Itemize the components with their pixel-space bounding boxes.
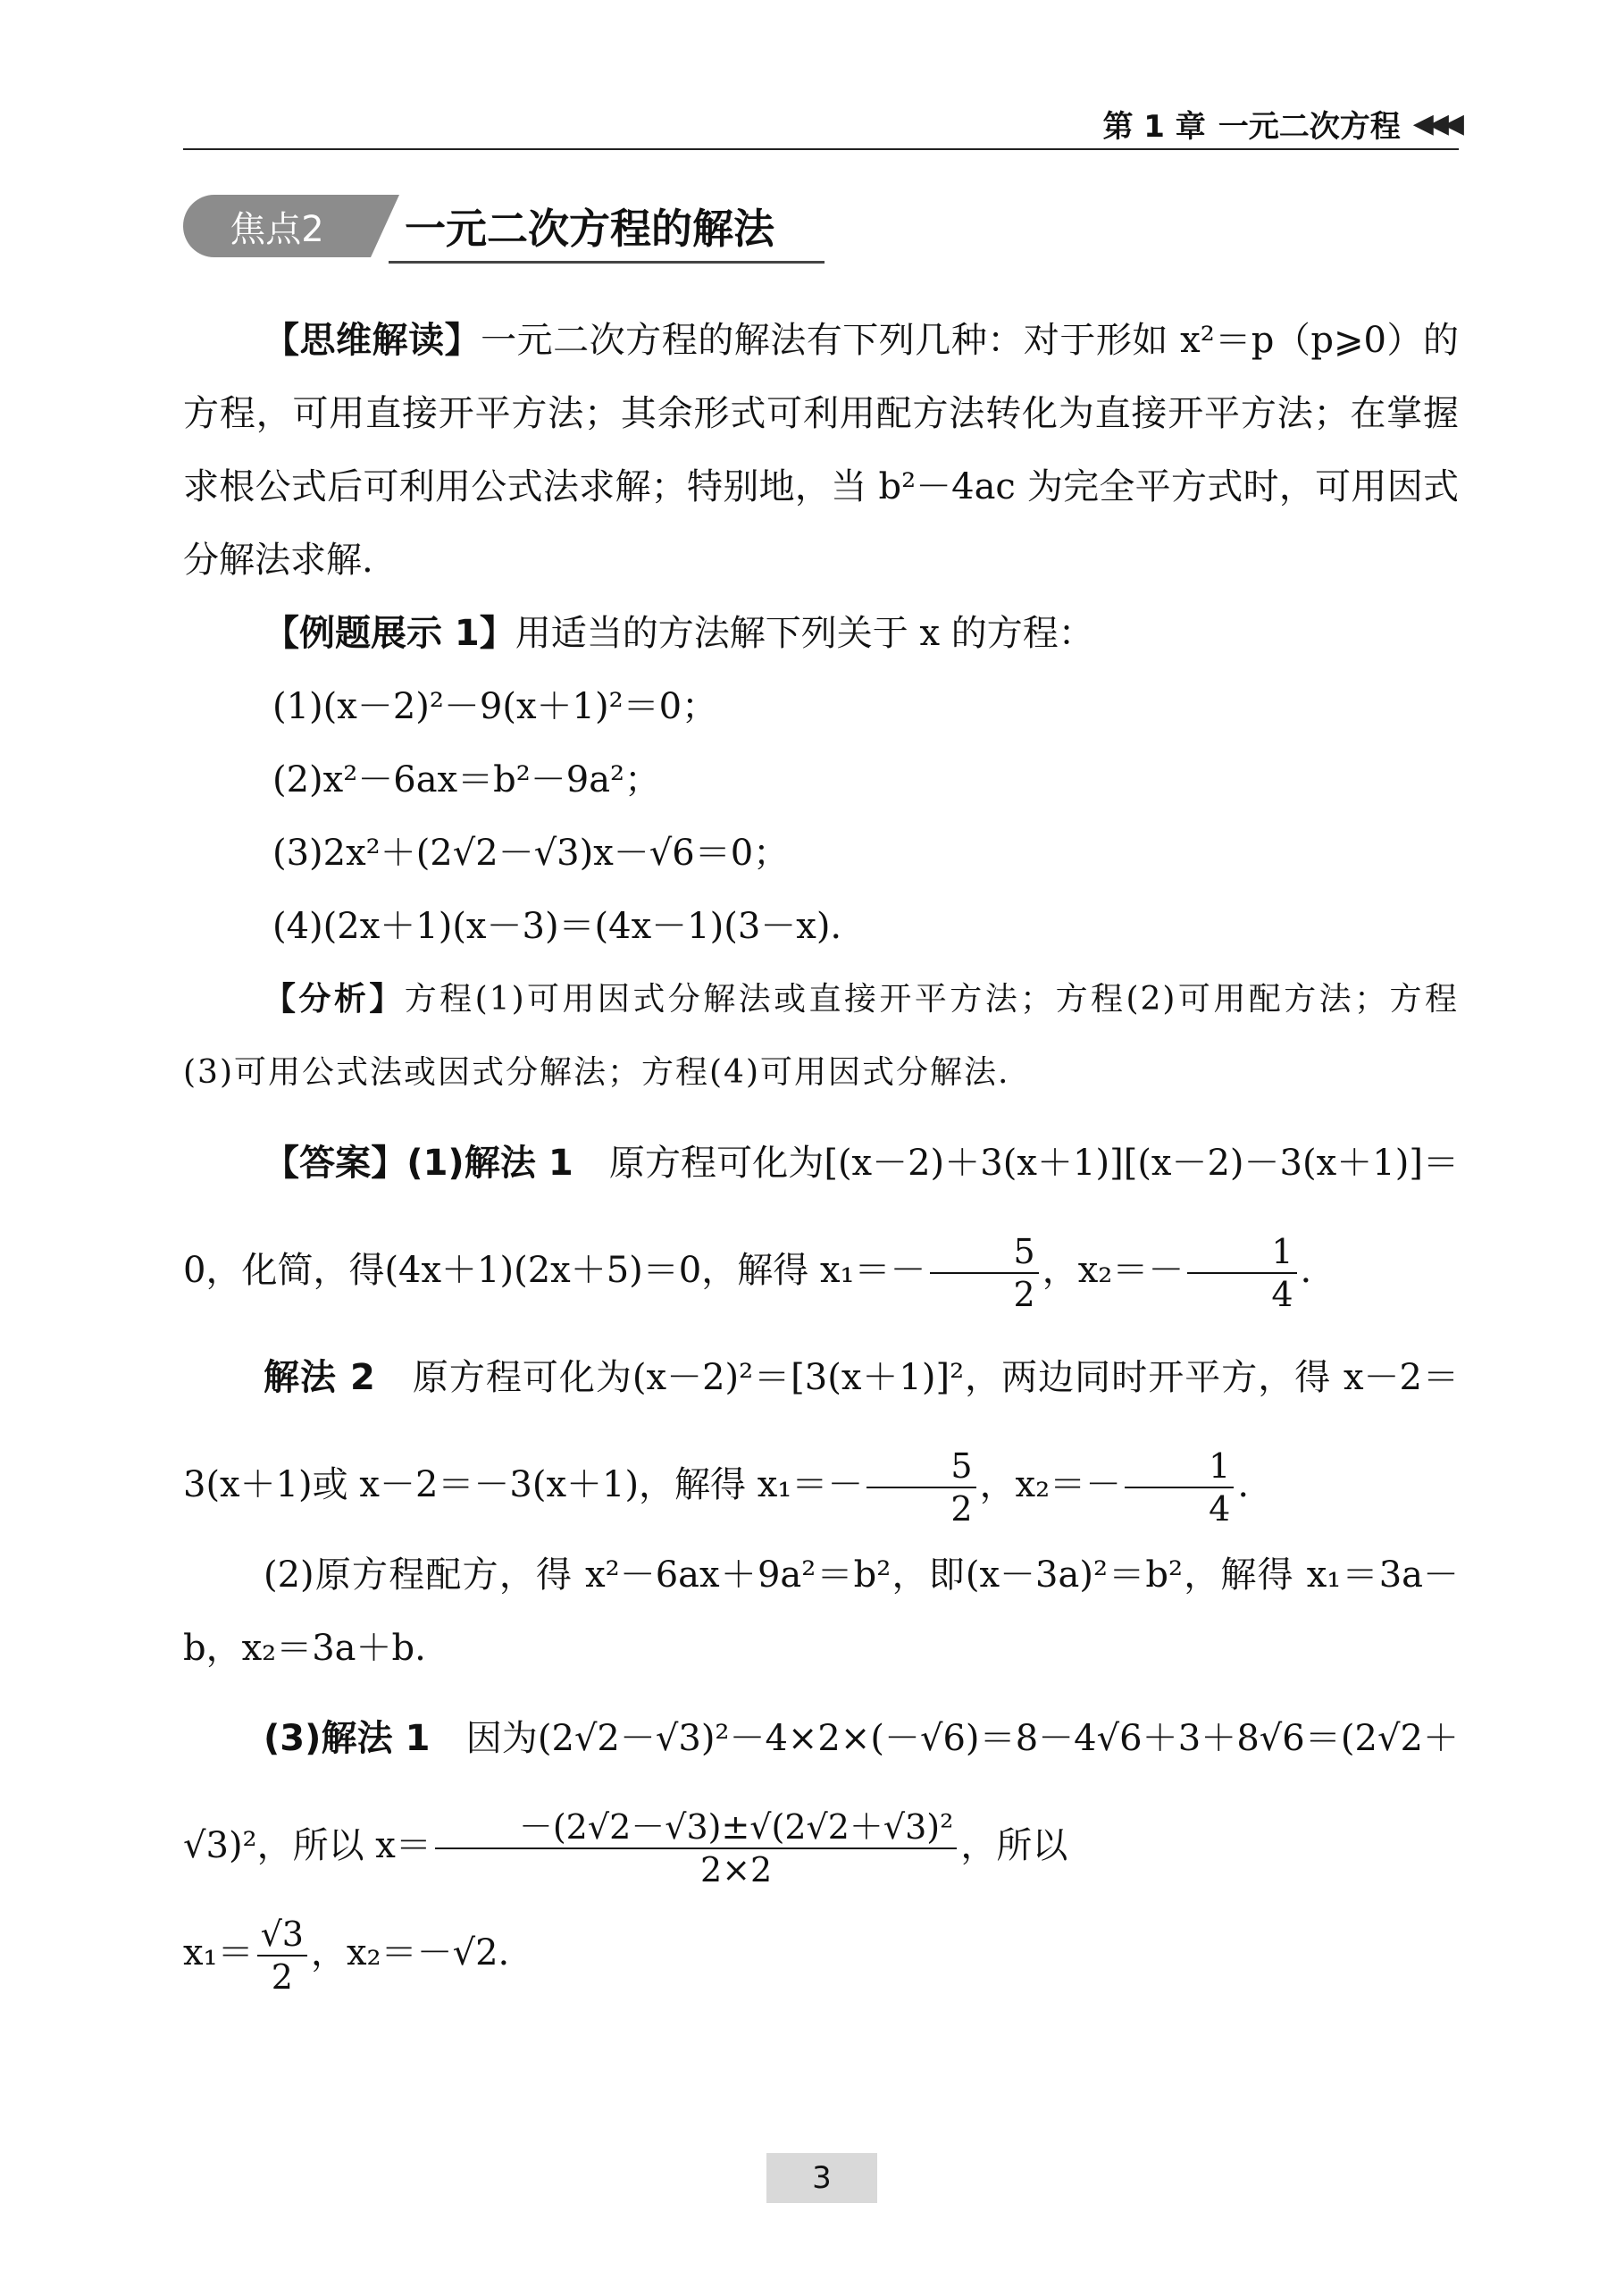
fraction-formula: $\frac{\text{－(2√2－√3)±√(2√2＋√3)²}}{2\times 2}$ xyxy=(435,1806,958,1890)
answer-part-3-result: x₁＝ $\frac{√3}{2}$ ，x₂＝－√2. xyxy=(183,1915,510,1997)
chapter-title: 一元二次方程 xyxy=(1218,108,1401,145)
example-heading xyxy=(183,597,1459,670)
equation-2: (2)x²－6ax＝b²－9a²； xyxy=(272,759,661,800)
chapter-label: 第 1 章 xyxy=(1102,108,1206,145)
think-label: 【思维解读】 xyxy=(264,320,481,361)
think-paragraph xyxy=(183,304,1459,597)
answer-part-3: (3)解法 1 因为(2√2－√3)²－4×2×(－√6)＝8－4√6＋3＋8√6＝(2√2＋√3)²，所以 x＝ $\frac{\text{－(2√2－√3)±√(2√2＋√3)²}}{2\times 2}$ ，所以 xyxy=(183,1718,1460,1889)
answer-part-1: 【答案】(1)解法 1 原方程可化为[(x－2)＋3(x＋1)][(x－2)－3(x＋1)]＝0，化简，得(4x＋1)(2x＋5)＝0，解得 x₁＝－ $\frac{5}{2}$ ，x₂＝－ $\frac{1}{4}$ . xyxy=(183,1143,1460,1314)
page-header xyxy=(183,98,1459,150)
focus-tag: 焦点2 xyxy=(183,195,371,257)
equation-1: (1)(x－2)²－9(x＋1)²＝0； xyxy=(272,686,718,727)
focus-heading xyxy=(183,189,808,264)
content xyxy=(183,304,1459,2007)
equation-4: (4)(2x＋1)(x－3)＝(4x－1)(3－x). xyxy=(272,906,842,947)
equation-3: (3)2x²＋(2√2－√3)x－√6＝0； xyxy=(272,833,790,874)
fraction-5-2-b: $\frac{5}{2}$ xyxy=(866,1445,975,1529)
analysis-paragraph xyxy=(183,963,1459,1110)
answer-label: 【答案】 xyxy=(264,1143,407,1184)
fraction-5-2: $\frac{5}{2}$ xyxy=(930,1231,1039,1315)
analysis-text: 方程(1)可用因式分解法或直接开平方法；方程(2)可用配方法；方程(3)可用公式法或因式分解法；方程(4)可用因式分解法. xyxy=(183,981,1459,1091)
part1-text: 原方程可化为[(x－2)＋3(x＋1)][(x－2)－3(x＋1)]＝0，化简，得(4x＋1)(2x＋5)＝0，解得 x₁＝－ xyxy=(183,1143,1460,1291)
focus-title: 一元二次方程的解法 xyxy=(389,197,825,264)
think-text: 一元二次方程的解法有下列几种：对于形如 x²＝p（p⩾0）的方程，可用直接开平方法；其余形式可利用配方法转化为直接开平方法；在掌握求根公式后可利用公式法求解；特别地，当 b²－4ac 为完全平方式时，可用因式分解法求解. xyxy=(183,320,1460,581)
fraction-1-4: $\frac{1}{4}$ xyxy=(1187,1231,1296,1315)
method2-label: 解法 2 xyxy=(264,1357,375,1398)
fraction-sqrt3-2: $\frac{√3}{2}$ xyxy=(257,1914,307,1998)
part1-label: (1)解法 1 xyxy=(406,1143,573,1184)
analysis-label: 【分析】 xyxy=(264,981,405,1018)
fraction-1-4-b: $\frac{1}{4}$ xyxy=(1125,1445,1234,1529)
example-prompt: 用适当的方法解下列关于 x 的方程： xyxy=(515,613,1094,654)
answer-part-2: (2)原方程配方，得 x²－6ax＋9a²＝b²，即(x－3a)²＝b²，解得 x₁＝3a－b，x₂＝3a＋b. xyxy=(183,1554,1459,1669)
page-number: 3 xyxy=(766,2153,877,2203)
part3-label: (3)解法 1 xyxy=(264,1718,431,1759)
method2-text: 原方程可化为(x－2)²＝[3(x＋1)]²，两边同时开平方，得 x－2＝3(x＋1)或 x－2＝－3(x＋1)，解得 x₁＝－ xyxy=(183,1357,1460,1505)
answer-method-2: 解法 2 原方程可化为(x－2)²＝[3(x＋1)]²，两边同时开平方，得 x－2＝3(x＋1)或 x－2＝－3(x＋1)，解得 x₁＝－ $\frac{5}{2}$ ，x₂＝－ $\frac{1}{4}$ . xyxy=(183,1357,1460,1529)
part3-text: 因为(2√2－√3)²－4×2×(－√6)＝8－4√6＋3＋8√6＝(2√2＋√3)²，所以 x＝ xyxy=(183,1718,1460,1866)
arrows-icon: ◀◀◀ xyxy=(1412,107,1459,139)
example-label: 【例题展示 1】 xyxy=(264,613,515,654)
